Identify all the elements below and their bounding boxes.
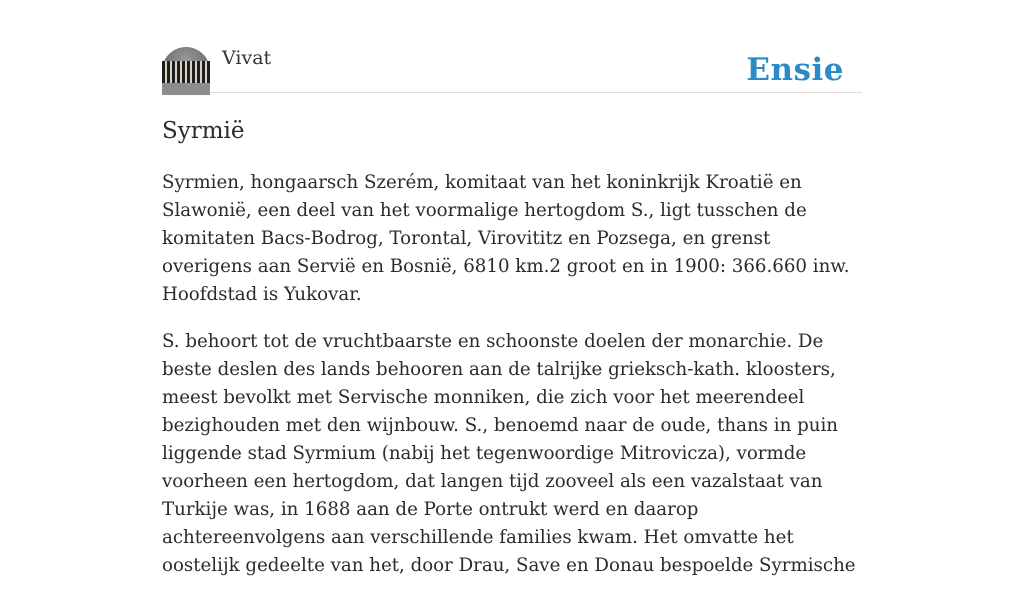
- avatar-photo-base: [162, 83, 210, 95]
- article-paragraph: S. behoort tot de vruchtbaarste en schoonste doelen der monarchie. De beste deslen des lands behooren aan de talrijke grieksch-kath. kloosters, meest bevolkt met Servische monniken, die zich voor het meerendeel bezighouden met den wijnbouw. S., benoemd naar de oude, thans in puin liggende stad Syrmium (nabij het tegenwoordige Mitrovicza), vormde voorheen een hertogdom, dat langen tijd zooveel als een vazalstaat van Turkije was, in 1688 aan de Porte ontrukt werd en daarop achtereenvolgens aan verschillende families kwam. Het omvatte het oostelijk gedeelte van het, door Drau, Save en Donau bespoelde Syrmische: [162, 331, 856, 576]
- site-header: [162, 46, 862, 93]
- brand-logo[interactable]: Ensie: [746, 52, 844, 88]
- author-name[interactable]: Vivat: [222, 47, 272, 69]
- article-body: [162, 169, 862, 599]
- avatar-photo-icon: [162, 61, 210, 83]
- article-paragraph: Syrmien, hongaarsch Szerém, komitaat van het koninkrijk Kroatië en Slawonië, een deel van het voormalige hertogdom S., ligt tusschen de komitaten Bacs-Bodrog, Torontal, Virovititz en Pozsega, en grenst overigens aan Servië en Bosnië, 6810 km.2 groot en in 1900: 366.660 inw. Hoofdstad is Yukovar.: [162, 172, 850, 305]
- page-title: Syrmië: [162, 118, 245, 144]
- author-avatar[interactable]: [162, 47, 210, 95]
